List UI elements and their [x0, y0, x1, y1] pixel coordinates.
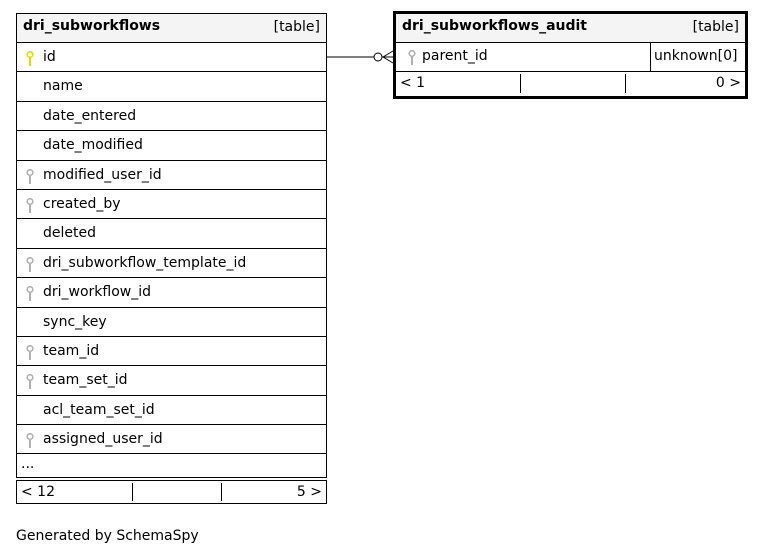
children-count[interactable]: 0 > [715, 75, 741, 91]
column-name: sync_key [43, 313, 107, 330]
column-name: team_id [43, 342, 100, 359]
column-name: date_entered [43, 107, 137, 124]
column-name: parent_id [422, 48, 488, 64]
column-name: assigned_user_id [43, 431, 163, 448]
parents-count[interactable]: < 1 [400, 75, 426, 91]
table-type: [table] [692, 19, 739, 35]
column-name: date_modified [43, 137, 143, 154]
table-name[interactable]: dri_subworkflows_audit [402, 18, 588, 34]
credit-text: Generated by SchemaSpy [16, 528, 199, 544]
table-type: [table] [273, 19, 320, 35]
column-name: dri_subworkflow_template_id [43, 254, 247, 271]
column-type: unknown[0] [654, 48, 738, 64]
children-count[interactable]: 5 > [296, 484, 322, 501]
crow-foot-upper [383, 51, 393, 57]
column-name: id [43, 49, 56, 65]
column-name: team_set_id [43, 372, 128, 389]
column-name: dri_workflow_id [43, 284, 152, 301]
crow-foot-lower [383, 57, 393, 63]
zero-optional-marker [374, 53, 382, 61]
column-name: created_by [43, 195, 121, 212]
table-name[interactable]: dri_subworkflows [23, 18, 161, 34]
column-name: modified_user_id [43, 166, 162, 183]
column-name: deleted [43, 225, 96, 242]
parents-count[interactable]: < 12 [21, 484, 55, 501]
column-name: name [43, 78, 83, 95]
more-columns: ... [21, 456, 35, 473]
column-name: acl_team_set_id [43, 401, 155, 418]
